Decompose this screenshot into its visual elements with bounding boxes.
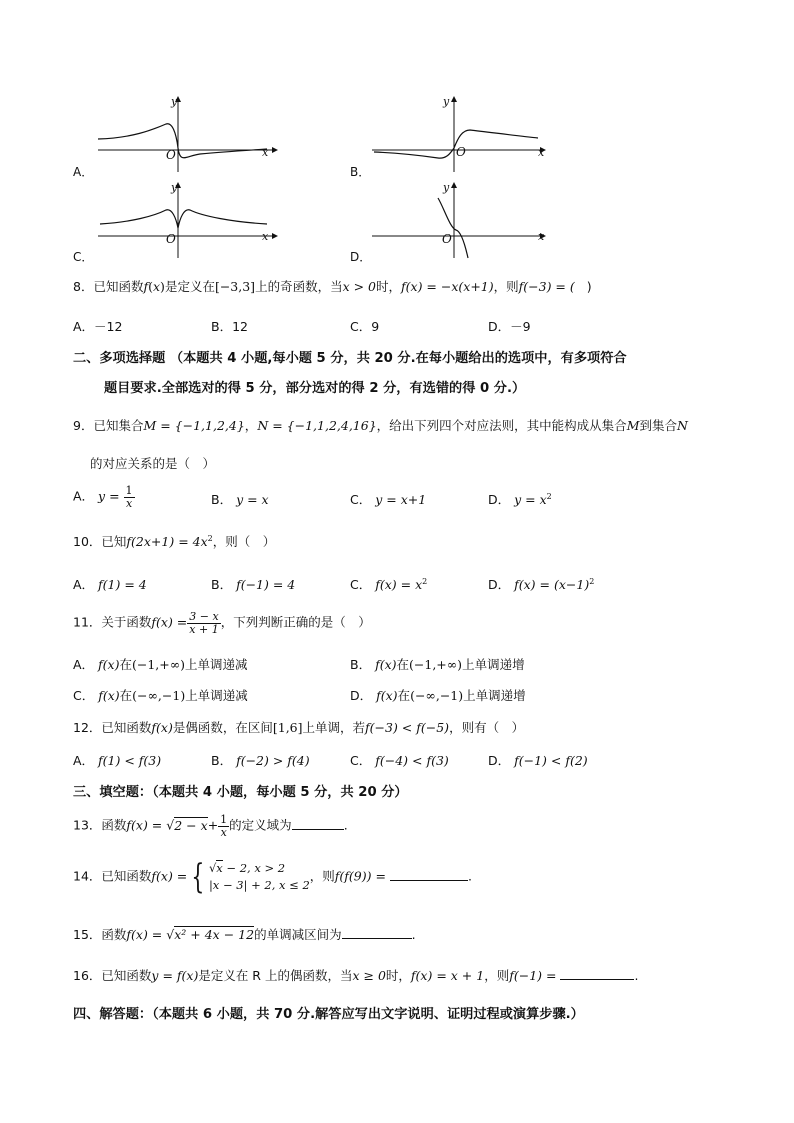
q12-option-a-expr: f(1) < f(3) (98, 753, 162, 768)
q8-interval: [−3,3] (214, 279, 256, 294)
q11-option-c[interactable] (73, 686, 248, 704)
q9-option-a-lhs: y = (98, 488, 120, 504)
q10-option-d-sup: 2 (589, 576, 595, 586)
q10-expr-sup: 2 (207, 533, 213, 543)
graph-b-origin-label: O (456, 145, 466, 159)
q9-option-c[interactable] (350, 490, 426, 508)
q16-expr: f(x) = x + 1 (410, 968, 485, 983)
q14-ask: f(f(9)) = (334, 868, 386, 884)
q13-plus: + (207, 817, 219, 833)
q8-option-a[interactable]: A．－12 (73, 319, 123, 334)
q10-stem-a: 10．已知 (73, 534, 127, 549)
q11-option-a-label: A． (73, 657, 95, 672)
q10-option-c-label: C． (350, 577, 372, 592)
q8-x: x (152, 279, 161, 294)
q11-stem-a: 11．关于函数 (73, 614, 152, 630)
q14-fx: f(x) = (151, 868, 188, 884)
q9-set-n: N = {−1,1,2,4,16} (257, 418, 377, 433)
q14-case1-rest: − 2, x > 2 (222, 861, 286, 876)
q10-option-b[interactable] (211, 575, 295, 593)
q9-option-a-num: 1 (125, 484, 133, 497)
q12-option-a[interactable] (73, 751, 161, 769)
q11-option-d-label: D． (350, 688, 373, 703)
q13-answer-blank[interactable] (292, 817, 344, 830)
q14-case1-sqrt: x (216, 861, 223, 876)
q8-stem-b: 是定义在 (164, 279, 215, 294)
q8-stem-e: ，则 (493, 279, 519, 294)
section3-heading: 三、填空题：（本题共 4 小题，每小题 5 分，共 20 分） (73, 785, 408, 800)
q12-stem-a: 12．已知函数 (73, 720, 152, 735)
q11-option-d-text: 上单调递增 (463, 688, 526, 703)
q9-option-a-den: x (125, 496, 133, 510)
q8-option-b[interactable]: B．12 (211, 319, 248, 334)
q9-stem-a: 9．已知集合 (73, 418, 144, 433)
q9-n2: N (677, 418, 688, 433)
q11-option-b-f: f(x) (375, 657, 397, 672)
q9-stem-c: 到集合 (639, 418, 678, 433)
q13-num: 1 (220, 813, 228, 826)
q8-stem-a: 8．已知函数 (73, 279, 144, 294)
q12-stem-c: 上单调，若 (302, 720, 366, 735)
q16-stem-c: 时， (385, 968, 411, 983)
graph-c-origin-label: O (166, 232, 176, 246)
q8-f: f (143, 279, 149, 294)
q10-option-d[interactable] (488, 575, 594, 593)
q16-fx: y = f(x) (151, 968, 199, 983)
q11-option-a[interactable] (73, 655, 248, 673)
graph-c-option-label[interactable]: C． (73, 250, 94, 264)
q12-stem (73, 718, 524, 736)
q10-option-c[interactable] (350, 575, 427, 593)
q14-end: . (467, 868, 472, 884)
q12-option-d-expr: f(−1) < f(2) (514, 753, 588, 768)
section2-heading-line2: 题目要求.全部选对的得 5 分，部分选对的得 2 分，有选错的得 0 分.） (104, 381, 526, 396)
q9-set-m: M = {−1,1,2,4} (143, 418, 245, 433)
q9-option-a-label: A． (73, 488, 95, 504)
graph-a-option-label[interactable]: A． (73, 165, 94, 179)
q10-option-d-expr: f(x) = (x−1) (514, 577, 590, 592)
q16-end: . (634, 968, 639, 983)
q9-option-b-label: B． (211, 492, 233, 507)
graph-b-x-label: x (538, 146, 545, 159)
graph-a-icon (92, 92, 282, 174)
q11-option-b-in: 在 (396, 657, 410, 672)
q9-option-d-expr: y = x (514, 492, 547, 507)
q9-stem-b: ，给出下列四个对应法则，其中能构成从集合 (376, 418, 627, 433)
q11-option-a-in: 在 (119, 657, 132, 672)
graph-d-y-label: y (443, 181, 450, 194)
q12-interval: [1,6] (272, 720, 303, 735)
q11-option-d-f: f(x) (376, 688, 398, 703)
section2-heading-line1: 二、多项选择题 （本题共 4 小题,每小题 5 分，共 20 分.在每小题给出的选项中，有多项符合 (73, 351, 627, 366)
q11-option-d[interactable] (350, 686, 526, 704)
q12-option-b-expr: f(−2) > f(4) (236, 753, 310, 768)
q11-fx: f(x) = (151, 614, 188, 630)
q9-option-c-label: C． (350, 492, 372, 507)
q8-stem: 8．已知函数f(x)是定义在[−3,3]上的奇函数，当x > 0时，f(x) = −x(x+1)，则f(−3) = ( ) (73, 279, 592, 294)
q9-stem (73, 416, 688, 434)
q15-stem-b: 的单调减区间为 (254, 927, 342, 942)
sqrt-icon: √ (166, 817, 175, 833)
q12-option-b-label: B． (211, 753, 233, 768)
q15-end: . (411, 927, 416, 942)
graph-d-icon (368, 178, 558, 260)
q8-expr: f(x) = −x(x+1) (401, 279, 494, 294)
q10-option-c-sup: 2 (422, 576, 428, 586)
q10-option-a-label: A． (73, 577, 95, 592)
q13-stem-a: 13．函数 (73, 817, 127, 833)
sqrt-icon: √ (208, 861, 217, 876)
graph-b-option-label[interactable]: B． (350, 165, 371, 179)
q8-close: ) (586, 279, 592, 294)
q12-option-d[interactable] (488, 751, 588, 769)
q10-option-d-label: D． (488, 577, 511, 592)
q8-stem-c: 上的奇函数，当 (255, 279, 343, 294)
q9-option-d[interactable] (488, 490, 552, 508)
q11-option-c-in: 在 (119, 688, 133, 703)
q8-cond: x > 0 (342, 279, 377, 294)
q12-option-d-label: D． (488, 753, 511, 768)
q16-ask: f(−1) = (509, 968, 557, 983)
q11-option-b-text: 上单调递增 (462, 657, 525, 672)
q9-option-d-label: D． (488, 492, 511, 507)
graph-a-x-label: x (262, 146, 269, 159)
q11-option-d-in: 在 (397, 688, 411, 703)
q14-case2: |x − 3| + 2, x ≤ 2 (208, 878, 310, 892)
q13-fraction (218, 814, 229, 838)
q10-option-b-label: B． (211, 577, 233, 592)
q11-option-a-interval: (−1,+∞) (132, 657, 186, 672)
q14-stem-b: ，则 (309, 868, 335, 884)
q9-m2: M (626, 418, 640, 433)
q11-option-b-interval: (−1,+∞) (409, 657, 463, 672)
graph-a-origin-label: O (166, 148, 176, 162)
q12-option-a-label: A． (73, 753, 95, 768)
q15-stem (73, 925, 416, 943)
q11-option-a-f: f(x) (98, 657, 120, 672)
q11-den: x + 1 (189, 622, 219, 636)
q11-option-b[interactable] (350, 655, 525, 673)
graph-b-icon (368, 92, 558, 174)
graph-d-option-label[interactable]: D． (350, 250, 372, 264)
q8-option-d[interactable]: D．－9 (488, 319, 531, 334)
graph-a-y-label: y (171, 95, 178, 108)
q14-stem (73, 857, 472, 897)
q11-option-d-interval: (−∞,−1) (410, 688, 464, 703)
q12-option-c[interactable] (350, 751, 449, 769)
q8-stem-d: 时， (376, 279, 402, 294)
q10-option-a-expr: f(1) = 4 (98, 577, 147, 592)
q11-option-c-interval: (−∞,−1) (132, 688, 186, 703)
q11-num: 3 − x (189, 610, 219, 623)
q12-option-b[interactable] (211, 751, 310, 769)
q13-den: x (220, 825, 227, 839)
q12-option-c-expr: f(−4) < f(3) (375, 753, 449, 768)
q14-stem-a: 14．已知函数 (73, 868, 152, 884)
q12-fx: f(x) (151, 720, 173, 735)
q13-sqrt-inner: 2 − x (174, 817, 208, 833)
graph-c-y-label: y (171, 181, 178, 194)
q11-stem (73, 611, 371, 635)
q14-answer-blank[interactable] (390, 868, 468, 881)
q16-stem-d: ，则 (484, 968, 510, 983)
q15-fx: f(x) = (126, 927, 163, 942)
q12-cond: f(−3) < f(−5) (365, 720, 450, 735)
q9-option-a-fraction (124, 485, 135, 509)
q13-end: . (343, 817, 348, 833)
q16-stem-a: 16．已知函数 (73, 968, 152, 983)
q16-stem (73, 966, 638, 984)
q11-fraction (187, 611, 220, 635)
q10-expr: f(2x+1) = 4x (126, 534, 208, 549)
q9-option-c-expr: y = x+1 (375, 492, 427, 507)
q10-option-b-expr: f(−1) = 4 (236, 577, 296, 592)
q11-stem-b: ，下列判断正确的是（ ） (220, 614, 371, 630)
sqrt-icon: √ (166, 927, 175, 942)
q14-cases (209, 860, 310, 893)
q9-sep: ， (244, 418, 258, 433)
q12-option-c-label: C． (350, 753, 372, 768)
q10-stem (73, 532, 275, 550)
q11-option-c-text: 上单调递减 (185, 688, 248, 703)
q11-option-c-label: C． (73, 688, 95, 703)
q9-option-d-sup: 2 (546, 491, 552, 501)
q9-option-a[interactable] (73, 485, 135, 509)
q10-option-a[interactable] (73, 575, 147, 593)
q9-option-b-expr: y = x (236, 492, 269, 507)
q10-stem-b: ，则（ ） (212, 534, 276, 549)
q11-option-b-label: B． (350, 657, 372, 672)
graph-c-icon (92, 178, 282, 260)
q9-stem-line2: 的对应关系的是（ ） (90, 456, 216, 471)
q12-stem-d: ，则有（ ） (449, 720, 525, 735)
q15-stem-a: 15．函数 (73, 927, 127, 942)
q13-stem (73, 814, 348, 838)
graph-d-x-label: x (538, 230, 545, 243)
q12-stem-b: 是偶函数，在区间 (172, 720, 273, 735)
graph-c-x-label: x (262, 230, 269, 243)
q13-expr-lhs: f(x) = (126, 817, 163, 833)
graph-b-y-label: y (443, 95, 450, 108)
q15-answer-blank[interactable] (342, 926, 412, 939)
q11-option-c-f: f(x) (98, 688, 120, 703)
q10-option-c-expr: f(x) = x (375, 577, 423, 592)
section4-heading: 四、解答题：（本题共 6 小题，共 70 分.解答应写出文字说明、证明过程或演算步骤.） (73, 1007, 584, 1022)
q8-ask: f(−3) = ( (518, 279, 575, 294)
q15-sqrt-inner: x² + 4x − 12 (174, 927, 255, 942)
graph-d-origin-label: O (442, 232, 452, 246)
brace-icon: { (191, 857, 205, 897)
q16-answer-blank[interactable] (560, 967, 634, 980)
q11-option-a-text: 上单调递减 (185, 657, 248, 672)
q13-stem-b: 的定义域为 (229, 817, 292, 833)
q16-cond: x ≥ 0 (352, 968, 386, 983)
q8-option-c[interactable]: C．9 (350, 319, 380, 334)
q16-stem-b: 是定义在 R 上的偶函数，当 (198, 968, 353, 983)
q9-option-b[interactable] (211, 490, 269, 508)
